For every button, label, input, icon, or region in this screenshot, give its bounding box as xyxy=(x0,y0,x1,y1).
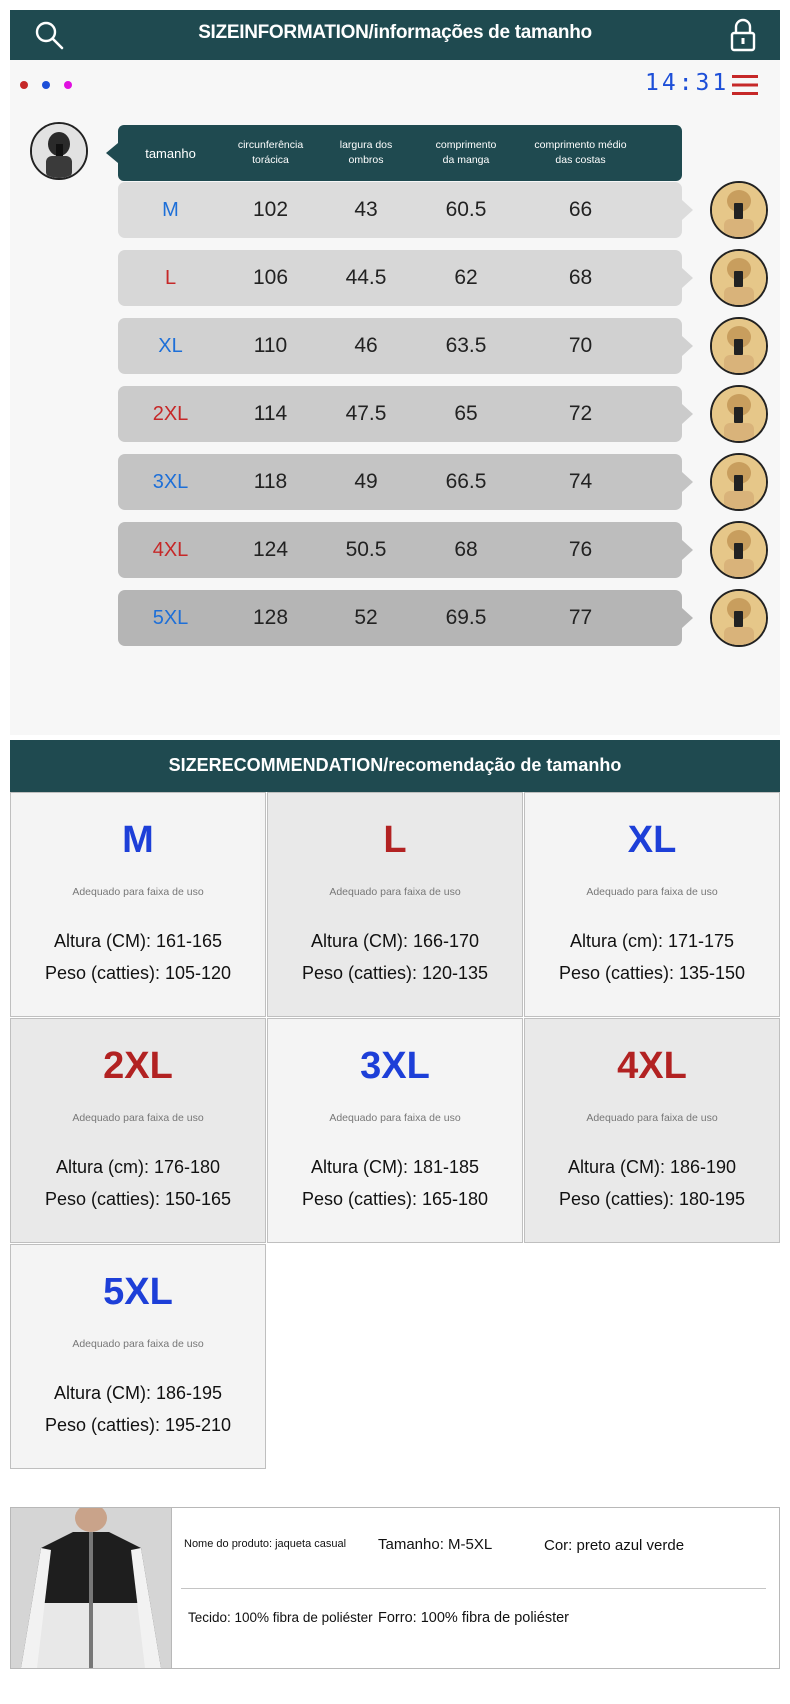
recommendation-weight: Peso (catties): 120-135 xyxy=(301,963,489,983)
size-label: 2XL xyxy=(152,402,189,425)
avatar xyxy=(710,453,768,511)
column-header-chest: circunferência torácica xyxy=(237,139,304,166)
size-recommendation-card xyxy=(267,1018,523,1243)
size-label: 4XL xyxy=(152,538,189,561)
recommendation-size-label: XL xyxy=(627,819,677,861)
recommendation-weight: Peso (catties): 105-120 xyxy=(44,963,232,983)
row-pointer xyxy=(682,200,693,220)
recommendation-subtitle: Adequado para faixa de uso xyxy=(329,1112,461,1124)
product-lining: Forro: 100% fibra de poliéster xyxy=(378,1610,570,1626)
recommendation-subtitle: Adequado para faixa de uso xyxy=(586,886,718,898)
person-photo-icon xyxy=(712,183,766,237)
avatar xyxy=(710,589,768,647)
product-info-box xyxy=(10,1507,780,1669)
table-row xyxy=(118,318,682,374)
person-photo-icon xyxy=(712,387,766,441)
row-pointer xyxy=(682,268,693,288)
measurement-value: 102 xyxy=(252,198,289,221)
measurement-value: 70 xyxy=(568,334,593,357)
size-label: 3XL xyxy=(152,470,189,493)
recommendation-subtitle: Adequado para faixa de uso xyxy=(329,886,461,898)
size-label: L xyxy=(164,266,177,289)
avatar xyxy=(710,521,768,579)
measurement-value: 50.5 xyxy=(345,538,387,561)
product-size: Tamanho: M-5XL xyxy=(378,1536,493,1553)
menu-icon[interactable] xyxy=(732,74,758,96)
recommendation-size-label: 3XL xyxy=(360,1045,430,1087)
measurement-value: 46 xyxy=(354,334,378,357)
size-recommendation-header xyxy=(10,740,780,792)
person-photo-icon xyxy=(712,251,766,305)
recommendation-height: Altura (cm): 176-180 xyxy=(55,1157,221,1177)
row-pointer xyxy=(682,472,693,492)
person-photo-icon xyxy=(712,319,766,373)
recommendation-weight: Peso (catties): 150-165 xyxy=(44,1189,232,1209)
row-pointer xyxy=(682,540,693,560)
avatar xyxy=(710,317,768,375)
measurement-value: 43 xyxy=(354,198,378,221)
jacket-photo-icon xyxy=(11,1508,171,1668)
table-row xyxy=(118,590,682,646)
measurement-value: 76 xyxy=(568,538,593,561)
page-title: SIZEINFORMATION/informações de tamanho xyxy=(198,22,592,43)
measurement-value: 110 xyxy=(253,334,288,357)
size-recommendation-card xyxy=(10,1244,266,1469)
window-dots xyxy=(20,76,86,94)
measurement-value: 66 xyxy=(568,198,593,221)
row-pointer xyxy=(682,404,693,424)
measurement-value: 77 xyxy=(568,606,593,629)
size-recommendation-card xyxy=(267,792,523,1017)
avatar xyxy=(30,122,88,180)
recommendation-height: Altura (CM): 161-165 xyxy=(53,931,223,951)
size-table-header xyxy=(118,125,682,181)
dot-blue xyxy=(42,81,50,89)
size-recommendation-grid xyxy=(10,792,780,1470)
measurement-value: 65 xyxy=(454,402,478,425)
measurement-value: 47.5 xyxy=(345,402,387,425)
recommendation-weight: Peso (catties): 180-195 xyxy=(558,1189,746,1209)
size-label: 5XL xyxy=(152,606,189,629)
avatar xyxy=(710,385,768,443)
measurement-value: 68 xyxy=(568,266,593,289)
person-photo-icon xyxy=(712,455,766,509)
table-row xyxy=(118,522,682,578)
measurement-value: 68 xyxy=(454,538,478,561)
recommendation-subtitle: Adequado para faixa de uso xyxy=(586,1112,718,1124)
measurement-value: 106 xyxy=(252,266,289,289)
recommendation-size-label: 2XL xyxy=(103,1045,173,1087)
size-info-header xyxy=(10,10,780,60)
avatar xyxy=(710,181,768,239)
table-row xyxy=(118,182,682,238)
person-photo-icon xyxy=(712,523,766,577)
recommendation-subtitle: Adequado para faixa de uso xyxy=(72,886,204,898)
recommendation-height: Altura (CM): 186-190 xyxy=(567,1157,737,1177)
measurement-value: 49 xyxy=(354,470,378,493)
dot-magenta xyxy=(64,81,72,89)
product-color: Cor: preto azul verde xyxy=(544,1537,685,1554)
measurement-value: 60.5 xyxy=(445,198,487,221)
measurement-value: 62 xyxy=(454,266,478,289)
product-image xyxy=(11,1508,172,1668)
measurement-value: 128 xyxy=(252,606,289,629)
info-divider xyxy=(181,1588,766,1589)
size-recommendation-card xyxy=(524,792,780,1017)
table-row xyxy=(118,386,682,442)
measurement-value: 114 xyxy=(253,402,288,425)
recommendation-weight: Peso (catties): 195-210 xyxy=(44,1415,232,1435)
recommendation-weight: Peso (catties): 135-150 xyxy=(558,963,746,983)
recommendation-subtitle: Adequado para faixa de uso xyxy=(72,1112,204,1124)
recommendation-size-label: 5XL xyxy=(103,1271,173,1313)
recommendation-title: SIZERECOMMENDATION/recomendação de tamanho xyxy=(168,755,622,775)
recommendation-height: Altura (CM): 166-170 xyxy=(310,931,480,951)
person-photo-icon xyxy=(32,124,86,178)
table-row xyxy=(118,454,682,510)
table-row xyxy=(118,250,682,306)
recommendation-size-label: L xyxy=(383,819,407,861)
measurement-value: 52 xyxy=(354,606,378,629)
measurement-value: 69.5 xyxy=(445,606,487,629)
measurement-value: 44.5 xyxy=(345,266,387,289)
recommendation-height: Altura (CM): 186-195 xyxy=(53,1383,223,1403)
measurement-value: 118 xyxy=(253,470,288,493)
column-header-shoulder: largura dos ombros xyxy=(339,139,393,166)
dot-red xyxy=(20,81,28,89)
recommendation-size-label: 4XL xyxy=(617,1045,687,1087)
measurement-value: 124 xyxy=(252,538,289,561)
size-label: XL xyxy=(158,334,183,357)
column-header-size: tamanho xyxy=(145,145,196,161)
recommendation-subtitle: Adequado para faixa de uso xyxy=(72,1338,204,1350)
size-label: M xyxy=(162,198,179,221)
column-header-sleeve: comprimento da manga xyxy=(435,139,497,166)
recommendation-weight: Peso (catties): 165-180 xyxy=(301,1189,489,1209)
size-recommendation-card xyxy=(524,1018,780,1243)
measurement-value: 72 xyxy=(568,402,593,425)
product-fabric: Tecido: 100% fibra de poliéster xyxy=(188,1610,373,1625)
recommendation-height: Altura (cm): 171-175 xyxy=(569,931,735,951)
product-name: Nome do produto: jaqueta casual xyxy=(184,1538,347,1550)
size-recommendation-card xyxy=(10,1018,266,1243)
measurement-value: 63.5 xyxy=(445,334,487,357)
lock-icon[interactable] xyxy=(728,18,758,52)
size-information-section xyxy=(10,10,780,735)
row-pointer xyxy=(682,336,693,356)
recommendation-size-label: M xyxy=(122,819,154,861)
person-photo-icon xyxy=(712,591,766,645)
measurement-value: 74 xyxy=(568,470,593,493)
measurement-value: 66.5 xyxy=(445,470,487,493)
recommendation-height: Altura (CM): 181-185 xyxy=(310,1157,480,1177)
avatar xyxy=(710,249,768,307)
size-recommendation-card xyxy=(10,792,266,1017)
column-header-back-length: comprimento médio das costas xyxy=(534,139,627,166)
clock-time: 14:31 xyxy=(645,70,730,96)
row-pointer xyxy=(682,608,693,628)
